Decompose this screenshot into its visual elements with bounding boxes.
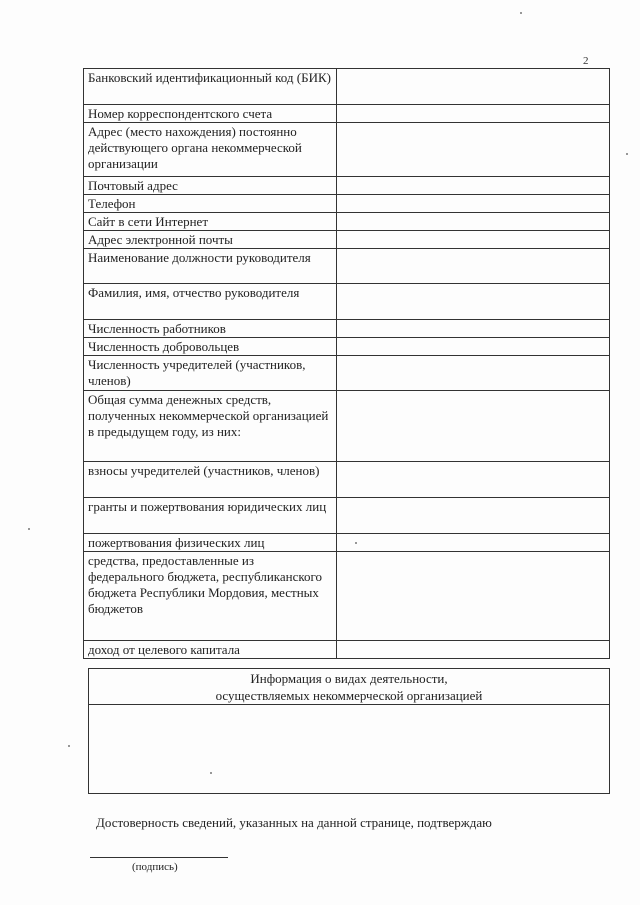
scan-speck	[626, 153, 628, 155]
table-row	[84, 195, 610, 213]
table-row	[84, 462, 610, 498]
row-value[interactable]	[337, 462, 610, 498]
row-value[interactable]	[337, 534, 610, 552]
table-row	[84, 69, 610, 105]
row-label: Сайт в сети Интернет	[84, 213, 337, 231]
row-value[interactable]	[337, 249, 610, 284]
table-row	[84, 498, 610, 534]
row-value[interactable]	[337, 498, 610, 534]
row-label: Численность добровольцев	[84, 338, 337, 356]
table-row	[84, 249, 610, 284]
activity-info-content[interactable]	[89, 705, 609, 793]
row-value[interactable]	[337, 69, 610, 105]
table-row	[84, 320, 610, 338]
scan-speck	[355, 542, 357, 544]
row-value[interactable]	[337, 123, 610, 177]
table-row	[84, 231, 610, 249]
confirmation-statement: Достоверность сведений, указанных на данной странице, подтверждаю	[96, 815, 492, 830]
row-value[interactable]	[337, 552, 610, 641]
row-label: Номер корреспондентского счета	[84, 105, 337, 123]
row-label: Телефон	[84, 195, 337, 213]
row-label: Наименование должности руководителя	[84, 249, 337, 284]
activity-info-title-line1: Информация о видах деятельности,	[250, 671, 448, 686]
table-row	[84, 356, 610, 391]
row-value[interactable]	[337, 641, 610, 659]
row-label: средства, предоставленные из федерального бюджета, республиканского бюджета Республики Мордовия, местных бюджетов	[84, 552, 337, 641]
row-value[interactable]	[337, 284, 610, 320]
row-value[interactable]	[337, 320, 610, 338]
row-label: Численность работников	[84, 320, 337, 338]
row-label: Адрес электронной почты	[84, 231, 337, 249]
row-label: Адрес (место нахождения) постоянно действующего органа некоммерческой организации	[84, 123, 337, 177]
row-value[interactable]	[337, 231, 610, 249]
table-row	[84, 338, 610, 356]
activity-info-box	[88, 668, 610, 794]
table-row	[84, 177, 610, 195]
row-label: пожертвования физических лиц	[84, 534, 337, 552]
signature-line	[90, 857, 228, 858]
scan-speck	[520, 12, 522, 14]
table-row	[84, 552, 610, 641]
table-row	[84, 105, 610, 123]
activity-info-header	[89, 669, 609, 705]
page-number: 2	[583, 55, 589, 67]
scan-speck	[210, 772, 212, 774]
row-label: Почтовый адрес	[84, 177, 337, 195]
row-label: Банковский идентификационный код (БИК)	[84, 69, 337, 105]
scan-speck	[68, 745, 70, 747]
row-label: Общая сумма денежных средств, полученных некоммерческой организацией в предыдущем году, из них:	[84, 391, 337, 462]
row-label: доход от целевого капитала	[84, 641, 337, 659]
row-value[interactable]	[337, 338, 610, 356]
table-row	[84, 391, 610, 462]
row-value[interactable]	[337, 213, 610, 231]
row-value[interactable]	[337, 195, 610, 213]
activity-info-title-line2: осуществляемых некоммерческой организацией	[215, 688, 483, 703]
table-row	[84, 123, 610, 177]
row-value[interactable]	[337, 177, 610, 195]
table-row	[84, 534, 610, 552]
row-value[interactable]	[337, 356, 610, 391]
row-value[interactable]	[337, 105, 610, 123]
row-label: взносы учредителей (участников, членов)	[84, 462, 337, 498]
row-value[interactable]	[337, 391, 610, 462]
scan-speck	[28, 528, 30, 530]
row-label: Фамилия, имя, отчество руководителя	[84, 284, 337, 320]
organization-info-table	[83, 68, 610, 659]
row-label: Численность учредителей (участников, членов)	[84, 356, 337, 391]
table-row	[84, 641, 610, 659]
signature-caption: (подпись)	[132, 861, 178, 873]
table-row	[84, 284, 610, 320]
row-label: гранты и пожертвования юридических лиц	[84, 498, 337, 534]
table-row	[84, 213, 610, 231]
